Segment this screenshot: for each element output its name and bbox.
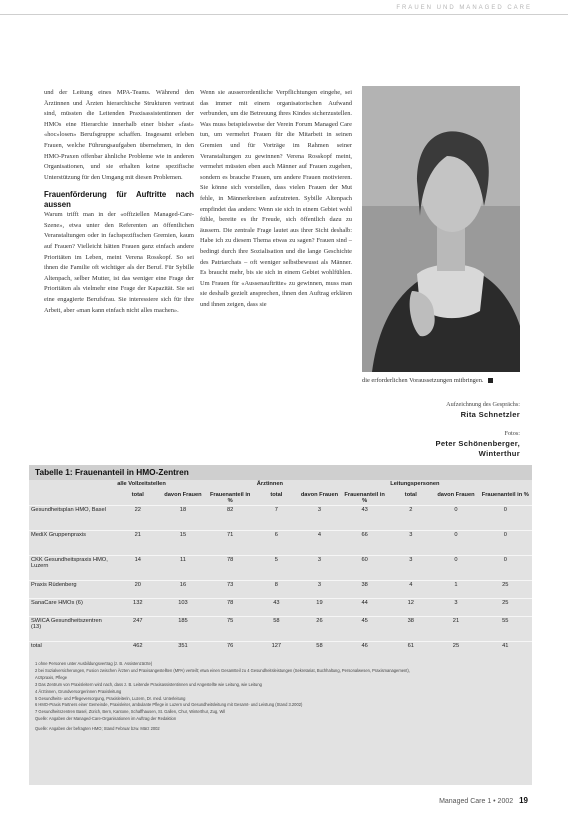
table-cell: 82 (206, 506, 255, 531)
table-row (29, 617, 532, 642)
column-header-row (29, 491, 532, 506)
text-column-2 (200, 88, 352, 310)
table-cell: 71 (206, 531, 255, 556)
row-label: MediX Gruppenpraxis (29, 531, 115, 556)
table-cell: 61 (388, 642, 433, 658)
page-number: 19 (519, 796, 528, 805)
table-cell: 76 (206, 642, 255, 658)
table-cell: 14 (115, 556, 160, 581)
table-cell: 3 (433, 599, 478, 617)
table-cell: 43 (255, 599, 298, 617)
column-header: Frauenanteil in % (481, 492, 529, 498)
footnote: 6 HMO-Praxis Partners einer Gemeinde, Praxisleiter, ambulante Pflege in Luzern und Gesundheitsleitung mit Gesamt- und Leistung (Stand 3.2002) (35, 702, 303, 708)
table-cell: 44 (341, 599, 388, 617)
table-cell: 22 (115, 506, 160, 531)
column-header: total (270, 492, 283, 498)
text-column-1 (44, 88, 194, 316)
photo-credit (362, 429, 520, 459)
table-cell: 0 (433, 556, 478, 581)
row-label: total (29, 642, 115, 658)
magazine-name: Managed Care (439, 798, 486, 805)
table-row (29, 531, 532, 556)
table-cell: 4 (388, 581, 433, 599)
paragraph-text: die erforderlichen Voraussetzungen mitbringen. (362, 377, 484, 384)
paragraph: Warum trifft man in der «offiziellen Managed-Care-Szene», etwa unter den Referenten an öffentlichen Veranstaltungen oder in fachspezifischen Gremien, kaum auf Frauen? Vielleicht hätten Frauen ganz einfach andere Prioritäten im Leben, meint Verena Rosskopf. So sei ihnen die Familie oft wichtiger als der Beruf. Für Sybille Altenpach, selber Mutter, ist das weniger eine Frage der Prioritäten als vielmehr eine Frage der Kapazität. Sie sei eine engagierte Berufsfrau. Sie interessiere sich für ihre Arbeit, aber «man kann einfach nicht alles machen». (44, 211, 194, 314)
table-cell: 0 (479, 506, 532, 531)
table-cell: 58 (255, 617, 298, 642)
table-cell: 351 (160, 642, 205, 658)
row-label: Praxis Rüdenberg (29, 581, 115, 599)
footnote: Quelle: Angaben der Managed-Care-Organisationen im Auftrag der Redaktion (35, 716, 177, 722)
page-footer (439, 796, 528, 805)
issue-number: 1 • 2002 (487, 798, 514, 805)
column-header: total (131, 492, 144, 498)
table-cell: 75 (206, 617, 255, 642)
end-of-article-mark (488, 378, 493, 383)
data-table (29, 480, 532, 657)
column-header: davon Frauen (164, 492, 202, 498)
table-cell: 3 (388, 556, 433, 581)
column-header: davon Frauen (300, 492, 339, 498)
table-cell: 185 (160, 617, 205, 642)
table-cell: 66 (341, 531, 388, 556)
photo-name: Peter Schönenberger, (435, 439, 520, 448)
table-cell: 46 (341, 642, 388, 658)
group-header-row (29, 480, 532, 491)
row-label: SWICA Gesundheitszentren (13) (29, 617, 115, 642)
photo-label: Fotos: (504, 430, 520, 437)
paragraph (362, 376, 520, 387)
footnote: 4 Ärztinnen, Grundversorgerinnen Praxisleitung (35, 688, 122, 694)
table-cell: 21 (115, 531, 160, 556)
table-cell: 38 (388, 617, 433, 642)
table-cell: 45 (341, 617, 388, 642)
table-row (29, 581, 532, 599)
paragraph: und der Leitung eines MPA-Teams. Während den Ärztinnen und Ärzten hierarchische Strukturen vertraut sind, müssten die Leitenden Praxisassistentinnen der HMOs eine Hierarchie innerhalb einer bisher «fast» «hoc»losen» Berufsgruppe schaffen. Insgesamt erleben Frauen, welche Führungsaufgaben übernehmen, in den HMO-Praxen offenbar ähnliche Probleme wie in anderen Organisationen, und sie erhalten keine spezifische Unterstützung für den Umgang mit diesen Problemen. (44, 89, 194, 181)
table-cell: 462 (115, 642, 160, 658)
footnote: 1 ohne Personen unter Ausbildungsvertrag (z. B. Assistenzärzte) (35, 661, 153, 666)
table-footnotes (29, 657, 532, 733)
table-cell: 78 (206, 556, 255, 581)
group-header: Leitungspersonen (390, 481, 440, 487)
table-cell: 127 (255, 642, 298, 658)
portrait-photo (362, 86, 520, 372)
table-cell: 3 (298, 581, 341, 599)
table-cell: 25 (479, 581, 532, 599)
table-cell: 38 (341, 581, 388, 599)
table-cell: 25 (479, 599, 532, 617)
table-cell: 7 (255, 506, 298, 531)
footnote: 5 Gesundheits- und Pflegeversorgung, Praxisleiterin, Luzern, Dr. med. Unterleitung (35, 695, 186, 701)
table-cell: 8 (255, 581, 298, 599)
row-label: SanaCare HMOs (6) (29, 599, 115, 617)
table-cell: 55 (479, 617, 532, 642)
table-total-row (29, 642, 532, 658)
footnote: Arztpraxis, Pflege (35, 674, 68, 680)
table-cell: 26 (298, 617, 341, 642)
table-cell: 6 (255, 531, 298, 556)
table-cell: 25 (433, 642, 478, 658)
table-cell: 19 (298, 599, 341, 617)
table-row (29, 556, 532, 581)
interview-credit (362, 400, 520, 420)
table-cell: 15 (160, 531, 205, 556)
table-cell: 3 (298, 506, 341, 531)
table-cell: 20 (115, 581, 160, 599)
table-cell: 60 (341, 556, 388, 581)
column-header: Frauenanteil in % (344, 492, 385, 504)
text-column-3 (362, 376, 520, 387)
table-cell: 3 (298, 556, 341, 581)
interview-label: Aufzeichnung des Gesprächs: (446, 401, 520, 408)
table-source: Quelle: Angaben der befragten HMO; Stand Februar bzw. März 2002 (35, 726, 160, 732)
table-cell: 2 (388, 506, 433, 531)
table-cell: 12 (388, 599, 433, 617)
table-cell: 16 (160, 581, 205, 599)
section-label: FRAUEN UND MANAGED CARE (396, 5, 532, 11)
row-label: Gesundheitsplan HMO, Basel (29, 506, 115, 531)
table-cell: 78 (206, 599, 255, 617)
row-label: CKK Gesundheitspraxis HMO, Luzern (29, 556, 115, 581)
table-cell: 103 (160, 599, 205, 617)
table-cell: 1 (433, 581, 478, 599)
table-cell: 41 (479, 642, 532, 658)
table-cell: 132 (115, 599, 160, 617)
table-cell: 18 (160, 506, 205, 531)
portrait-illustration (362, 86, 520, 372)
table-cell: 0 (433, 531, 478, 556)
table-title: Tabelle 1: Frauenanteil in HMO-Zentren (29, 465, 532, 480)
interview-name: Rita Schnetzler (460, 410, 520, 419)
paragraph: Wenn sie ausserordentliche Verpflichtungen eingehe, sei das immer mit einem organisatorischen Aufwand verbunden, um die Betreuung ihres Kindes sicherzustellen. Was muss beispielsweise der Verein Forum Managed Care tun, um vermehrt Frauen für die Mitarbeit in seinen Gremien und für Vorträge im Rahmen seiner Veranstaltungen zu gewinnen? Verena Rosskopf meint, vermehrt müssten eben auch Männer auf Frauen zugehen, sondern es brauche Frauen, um andere Frauen motivieren. Sie könne sich vorstellen, dass vielen Frauen der Mut fehle, in Männerkreisen aufzutreten. Sybille Altenpach empfindet das anders: Wenn sie sich in einem Gebiet wohl fühle, bereite es ihr Freude, sich öffentlich dazu zu äussern. Die zentrale Frage lautet aus ihrer Sicht deshalb: Habe ich zu diesem Thema etwas zu sagen? Frauen sind – bedingt durch ihre Sozialisation und die lange Geschichte des Patriarchats – oft weniger selbstbewusst als Männer. Es braucht mehr, bis sie sich in einem Gebiet wohlfühlen. Um Frauen für «Aussenauftritte» zu gewinnen, muss man sie deshalb gezielt ansprechen, ihnen den Auftrag erklären und ihnen zeigen, dass sie (200, 89, 352, 308)
table-cell: 21 (433, 617, 478, 642)
group-header: Ärztinnen (256, 481, 284, 487)
table-cell: 0 (479, 531, 532, 556)
hmo-table (29, 465, 532, 785)
group-header: alle Vollzeitstellen (117, 481, 166, 487)
footnote: 7 Gesundheitszentren Basel, Zürich, Bern, Kantone, Schaffhausen, St. Gallen, Chur, Winterthur, Zug, Wil (35, 709, 226, 715)
table-cell: 5 (255, 556, 298, 581)
table-cell: 247 (115, 617, 160, 642)
column-header: total (404, 492, 417, 498)
subheading: Frauenförderung für Auftritte nach aussen (44, 190, 194, 209)
table-cell: 4 (298, 531, 341, 556)
table-cell: 0 (479, 556, 532, 581)
photo-place: Winterthur (478, 449, 520, 458)
table-row (29, 599, 532, 617)
table-cell: 0 (433, 506, 478, 531)
table-cell: 11 (160, 556, 205, 581)
footnote: 3 Das Zentrum von Praxisleitern wird nach, dass z. B. Leitende Praxisassistentinnen und Angestellte wie Leitung, wie Leitung (35, 681, 262, 687)
table-cell: 73 (206, 581, 255, 599)
column-header: davon Frauen (437, 492, 475, 498)
table-cell: 43 (341, 506, 388, 531)
column-header: Frauenanteil in % (209, 492, 251, 504)
table-row (29, 506, 532, 531)
table-cell: 3 (388, 531, 433, 556)
footnote: 2 bei Sozialversicherungen, Fusion zwischen Ärzten und Praxisangestellten (MPA) verteilt; etwa einen Gesamtteil zu 4 Gesundheitsleistungen (Sekretariat, Buchhaltung, Personalwesen, Praxismanagement), (35, 667, 410, 673)
table-cell: 58 (298, 642, 341, 658)
